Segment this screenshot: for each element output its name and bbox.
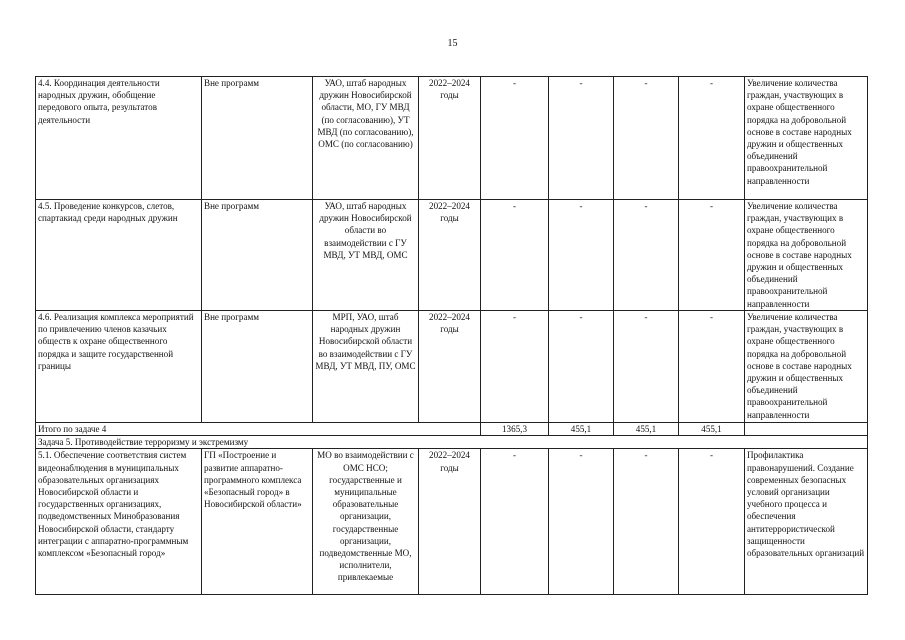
value-cell: - (549, 200, 614, 311)
years-cell: 2022–2024 годы (419, 449, 481, 595)
total-value: 1365,3 (481, 423, 549, 436)
years-cell: 2022–2024 годы (419, 200, 481, 311)
table-row (36, 77, 868, 200)
activity-cell: 4.5. Проведение конкурсов, слетов, спартакиад среди народных дружин (36, 200, 202, 311)
value-cell: - (679, 200, 745, 311)
table-row (36, 311, 868, 423)
total-label: Итого по задаче 4 (36, 423, 481, 436)
value-cell: - (614, 449, 679, 595)
value-cell: - (549, 77, 614, 200)
table-row (36, 449, 868, 595)
value-cell: - (549, 311, 614, 423)
years-cell: 2022–2024 годы (419, 311, 481, 423)
measures-table (35, 76, 868, 595)
value-cell: - (679, 311, 745, 423)
value-cell: - (679, 449, 745, 595)
result-cell: Увеличение количества граждан, участвующих в охране общественного порядка на добровольной основе в составе народных дружин и общественных объединений правоохранительной направленности (745, 200, 868, 311)
total-value: 455,1 (549, 423, 614, 436)
activity-cell: 4.4. Координация деятельности народных дружин, обобщение передового опыта, результатов деятельности (36, 77, 202, 200)
value-cell: - (679, 77, 745, 200)
activity-cell: 5.1. Обеспечение соответствия систем видеонаблюдения в муниципальных образовательных организациях Новосибирской области и государственных организациях, подведомственных Минобразования Новосибирской области, стандарту интеграции с аппаратно-программным комплексом «Безопасный город» (36, 449, 202, 595)
program-cell: ГП «Построение и развитие аппаратно-программного комплекса «Безопасный город» в Новосибирской области» (202, 449, 313, 595)
value-cell: - (614, 77, 679, 200)
result-cell: Увеличение количества граждан, участвующих в охране общественного порядка на добровольной основе в составе народных дружин и общественных объединений правоохранительной направленности (745, 77, 868, 200)
task5-header: Задача 5. Противодействие терроризму и экстремизму (36, 436, 868, 449)
result-cell: Увеличение количества граждан, участвующих в охране общественного порядка на добровольной основе в составе народных дружин и общественных объединений правоохранительной направленности (745, 311, 868, 423)
years-cell: 2022–2024 годы (419, 77, 481, 200)
value-cell: - (614, 200, 679, 311)
value-cell: - (549, 449, 614, 595)
activity-cell: 4.6. Реализация комплекса мероприятий по привлечению членов казачьих обществ к охране общественного порядка и защите государственной границы (36, 311, 202, 423)
value-cell: - (481, 200, 549, 311)
page-number: 15 (447, 38, 458, 49)
empty-cell (745, 423, 868, 436)
total-value: 455,1 (679, 423, 745, 436)
result-cell: Профилактика правонарушений. Создание современных безопасных условий организации учебного процесса и обеспечения антитеррористической защищенности образовательных организаций (745, 449, 868, 595)
value-cell: - (481, 77, 549, 200)
total-value: 455,1 (614, 423, 679, 436)
value-cell: - (481, 449, 549, 595)
executors-cell: УАО, штаб народных дружин Новосибирской области во взаимодействии с ГУ МВД, УТ МВД, ОМС (313, 200, 419, 311)
executors-cell: МО во взаимодействии с ОМС НСО; государственные и муниципальные образовательные организации, государственные организации, подведомственные МО, исполнители, привлекаемые (313, 449, 419, 595)
value-cell: - (614, 311, 679, 423)
program-cell: Вне программ (202, 200, 313, 311)
program-cell: Вне программ (202, 77, 313, 200)
task-header-row (36, 436, 868, 449)
value-cell: - (481, 311, 549, 423)
executors-cell: УАО, штаб народных дружин Новосибирской области, МО, ГУ МВД (по согласованию), УТ МВД (по согласованию), ОМС (по согласованию) (313, 77, 419, 200)
executors-cell: МРП, УАО, штаб народных дружин Новосибирской области во взаимодействии с ГУ МВД, УТ МВД, ПУ, ОМС (313, 311, 419, 423)
program-cell: Вне программ (202, 311, 313, 423)
table-row (36, 200, 868, 311)
total-row (36, 423, 868, 436)
